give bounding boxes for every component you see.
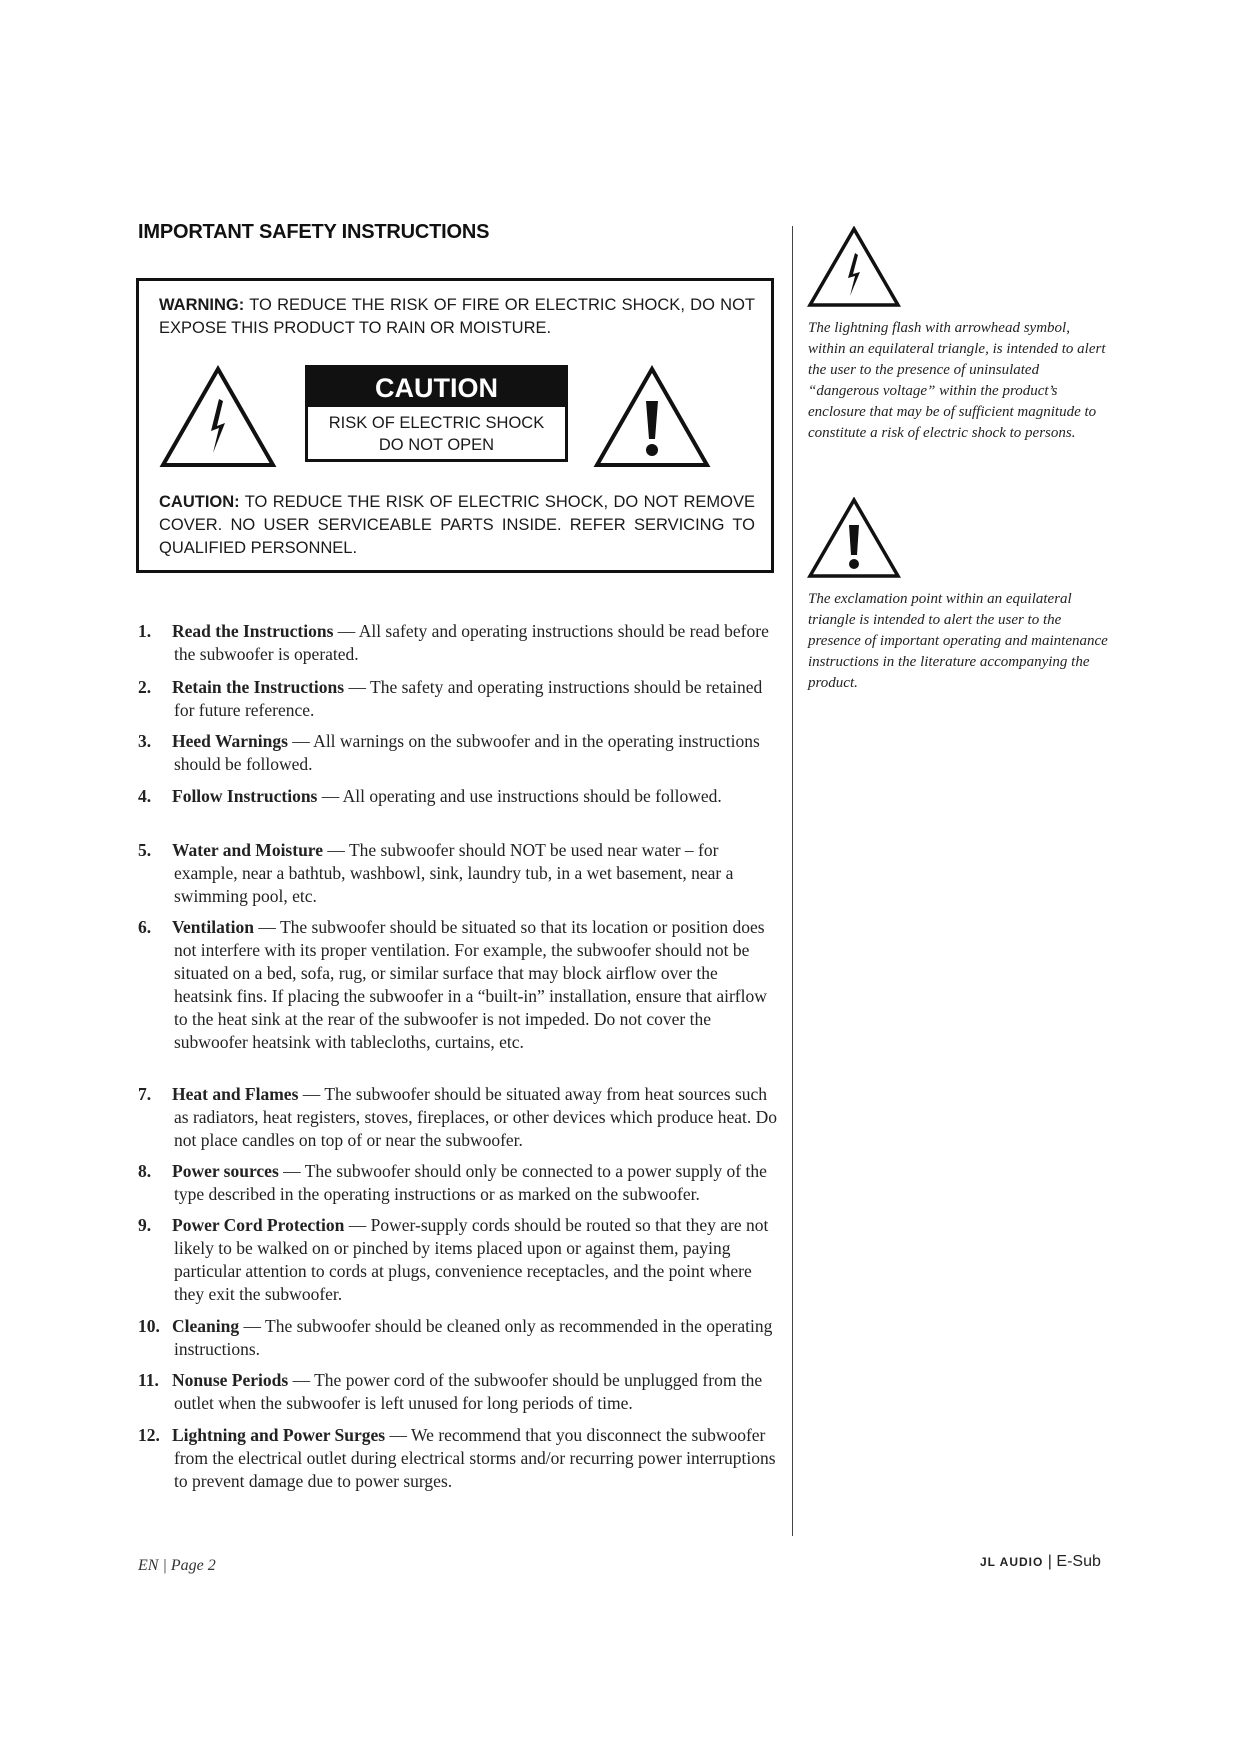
caution-line-1: RISK OF ELECTRIC SHOCK (328, 414, 545, 432)
list-item: 7. Heat and Flames — The subwoofer should be situated away from heat sources such as radiators, heat registers, stoves, fireplaces, or other devices which produce heat. Do not place candles on top of or near the subwoofer. (138, 1084, 778, 1150)
list-item: 6. Ventilation — The subwoofer should be situated so that its location or position does not interfere with its proper ventilation. For example, the subwoofer should not be situated on a bed, sofa, rug, or similar surface that may block airflow over the heatsink fins. If placing the subwoofer in a “built-in” installation, ensure that airflow to the heat sink at the rear of the subwoofer is not impeded. Do not cover the subwoofer heatsink with tablecloths, curtains, etc. (138, 917, 767, 1052)
product-name: | E-Sub (1047, 1553, 1101, 1570)
warning-paragraph (159, 294, 755, 340)
list-item: 8. Power sources — The subwoofer should only be connected to a power supply of the type described in the operating instructions or as marked on the subwoofer. (138, 1161, 767, 1204)
page-number: EN | Page 2 (138, 1557, 216, 1574)
sidebar-exclamation-icon (807, 497, 901, 584)
caution-label (305, 365, 568, 462)
caution-paragraph (159, 491, 755, 560)
footer-brand (980, 1553, 1101, 1571)
list-item: 4. Follow Instructions — All operating and use instructions should be followed. (138, 786, 722, 806)
page-title: IMPORTANT SAFETY INSTRUCTIONS (138, 221, 490, 243)
warning-label: WARNING: (159, 296, 245, 314)
caution-line-2: DO NOT OPEN (378, 436, 495, 454)
lightning-warning-icon (159, 365, 277, 474)
sidebar-lightning-icon (807, 226, 901, 313)
exclamation-warning-icon (593, 365, 711, 474)
list-item: 5. Water and Moisture — The subwoofer should NOT be used near water – for example, near a bathtub, washbowl, sink, laundry tub, in a wet basement, near a swimming pool, etc. (138, 840, 734, 906)
caution-text: TO REDUCE THE RISK OF ELECTRIC SHOCK, DO NOT REMOVE COVER. NO USER SERVICEABLE PARTS INSIDE. REFER SERVICING TO QUALIFIED PERSONNEL. (159, 493, 755, 557)
warning-box (136, 278, 774, 573)
list-item: 1. Read the Instructions — All safety and operating instructions should be read before the subwoofer is operated. (138, 621, 769, 664)
list-item: 11. Nonuse Periods — The power cord of the subwoofer should be unplugged from the outlet when the subwoofer is left unused for long periods of time. (138, 1370, 763, 1413)
list-item: 9. Power Cord Protection — Power-supply cords should be routed so that they are not likely to be walked on or pinched by items placed upon or against them, paying particular attention to cords at plugs, convenience receptacles, and the point where they exit the subwoofer. (138, 1215, 769, 1304)
lightning-symbol-note: The lightning flash with arrowhead symbol, within an equilateral triangle, is intended to alert the user to the presence of uninsulated “dangerous voltage” within the product’s enclosure that may be of sufficient magnitude to constitute a risk of electric shock to persons. (808, 320, 1106, 441)
exclamation-symbol-note: The exclamation point within an equilateral triangle is intended to alert the user to the presence of important operating and maintenance instructions in the literature accompanying the product. (808, 591, 1108, 691)
caution-title: CAUTION (308, 368, 565, 407)
warning-text: TO REDUCE THE RISK OF FIRE OR ELECTRIC SHOCK, DO NOT EXPOSE THIS PRODUCT TO RAIN OR MOISTURE. (159, 296, 755, 337)
list-item: 3. Heed Warnings — All warnings on the subwoofer and in the operating instructions should be followed. (138, 731, 760, 774)
list-item: 12. Lightning and Power Surges — We recommend that you disconnect the subwoofer from the electrical outlet during electrical storms and/or recurring power interruptions to prevent damage due to power surges. (138, 1425, 776, 1491)
list-item: 2. Retain the Instructions — The safety and operating instructions should be retained for future reference. (138, 677, 763, 720)
column-divider (792, 226, 793, 1536)
caution-label-text: CAUTION: (159, 493, 240, 511)
brand-logo: JL AUDIO (980, 1555, 1044, 1569)
list-item: 10. Cleaning — The subwoofer should be cleaned only as recommended in the operating instructions. (138, 1316, 773, 1359)
